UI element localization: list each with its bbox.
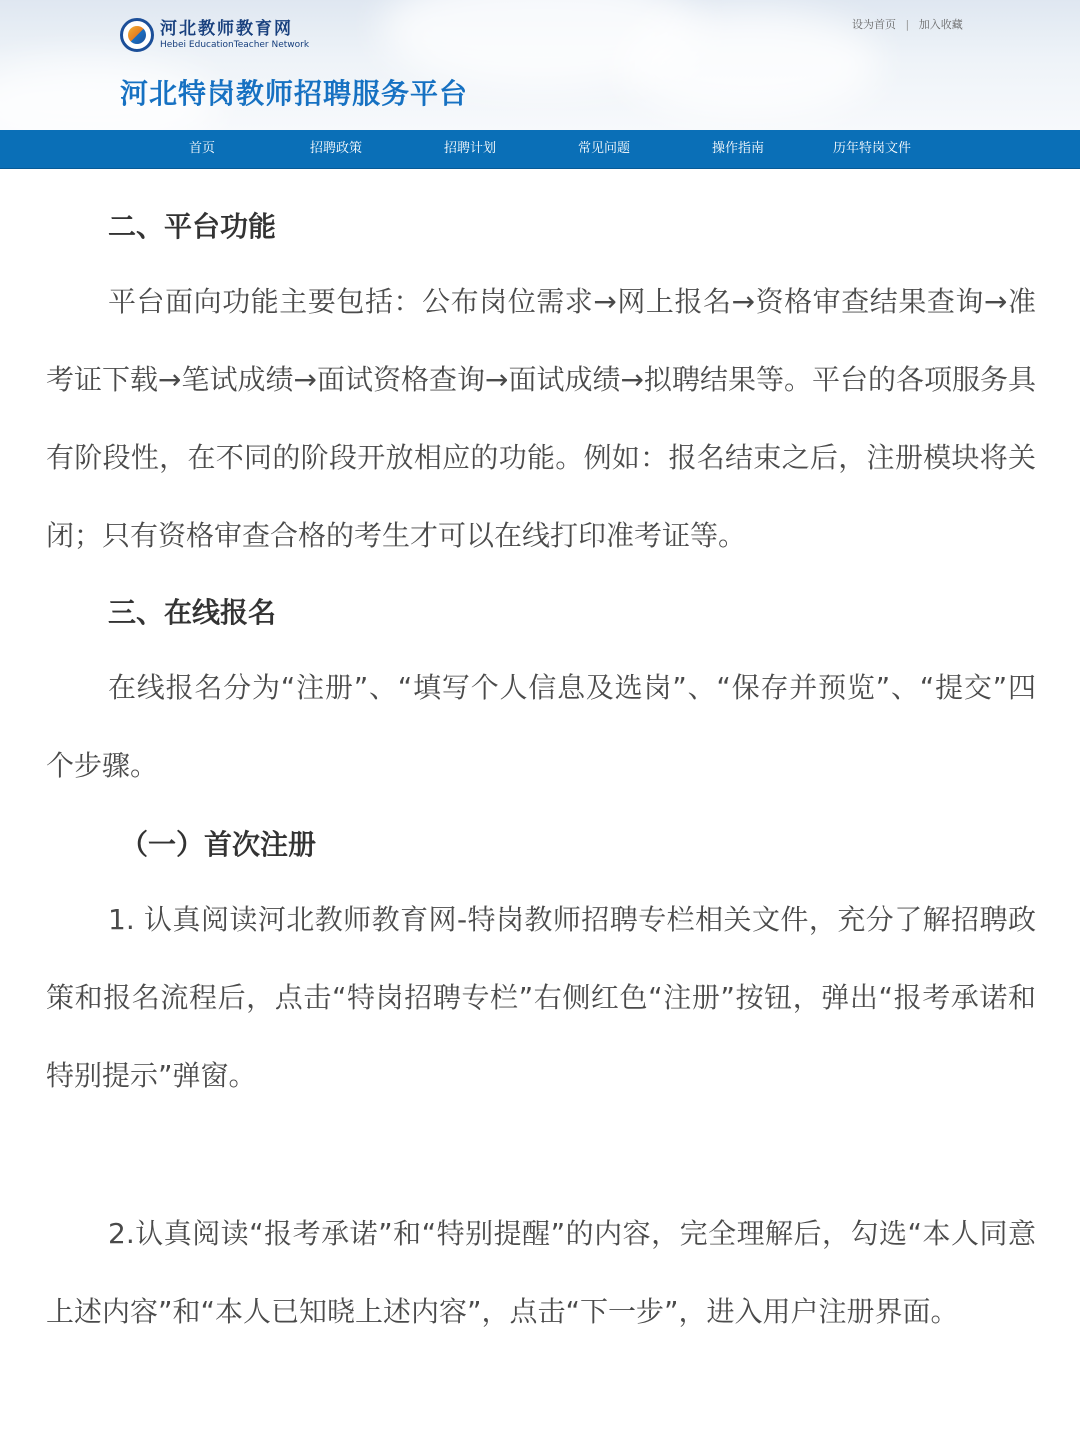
site-logo[interactable]: [120, 18, 309, 52]
step-paragraph-1: 1. 认真阅读河北教师教育网-特岗教师招聘专栏相关文件，充分了解招聘政策和报名流程后，点击“特岗招聘专栏”右侧红色“注册”按钮，弹出“报考承诺和特别提示”弹窗。: [46, 903, 1036, 1092]
logo-chinese-name: 河北教师教育网: [160, 19, 293, 39]
nav-item-past-documents[interactable]: 历年特岗文件: [832, 141, 911, 156]
section-heading-platform-functions: 二、平台功能: [108, 210, 277, 243]
section-heading-online-registration: 三、在线报名: [108, 596, 277, 629]
nav-item-guide[interactable]: 操作指南: [711, 141, 764, 156]
nav-item-faq[interactable]: 常见问题: [577, 141, 630, 156]
set-homepage-link[interactable]: 设为首页: [852, 18, 896, 31]
main-nav: [0, 130, 1080, 169]
section-paragraph-online-registration: 在线报名分为“注册”、“填写个人信息及选岗”、“保存并预览”、“提交”四个步骤。: [46, 671, 1036, 782]
logo-english-name: Hebei EducationTeacher Network: [160, 40, 310, 50]
article-content: [0, 169, 1080, 1440]
subsection-heading-first-registration: （一）首次注册: [120, 828, 317, 861]
step-paragraph-2: 2.认真阅读“报考承诺”和“特别提醒”的内容，完全理解后，勾选“本人同意上述内容”和“本人已知晓上述内容”，点击“下一步”，进入用户注册界面。: [46, 1217, 1036, 1328]
nav-item-recruitment-policy[interactable]: 招聘政策: [309, 141, 362, 156]
nav-item-recruitment-plan[interactable]: 招聘计划: [443, 141, 496, 156]
top-links: [852, 16, 963, 32]
nav-item-home[interactable]: 首页: [188, 141, 215, 156]
add-favorite-link[interactable]: 加入收藏: [918, 18, 963, 31]
logo-emblem-icon: [120, 18, 154, 52]
site-header: [0, 0, 1080, 130]
section-paragraph-platform-functions: 平台面向功能主要包括：公布岗位需求→网上报名→资格审查结果查询→准考证下载→笔试成绩→面试资格查询→面试成绩→拟聘结果等。平台的各项服务具有阶段性，在不同的阶段开放相应的功能。例如：报名结束之后，注册模块将关闭；只有资格审查合格的考生才可以在线打印准考证等。: [46, 285, 1036, 552]
top-links-separator: |: [905, 18, 910, 31]
site-title: 河北特岗教师招聘服务平台: [120, 77, 469, 110]
